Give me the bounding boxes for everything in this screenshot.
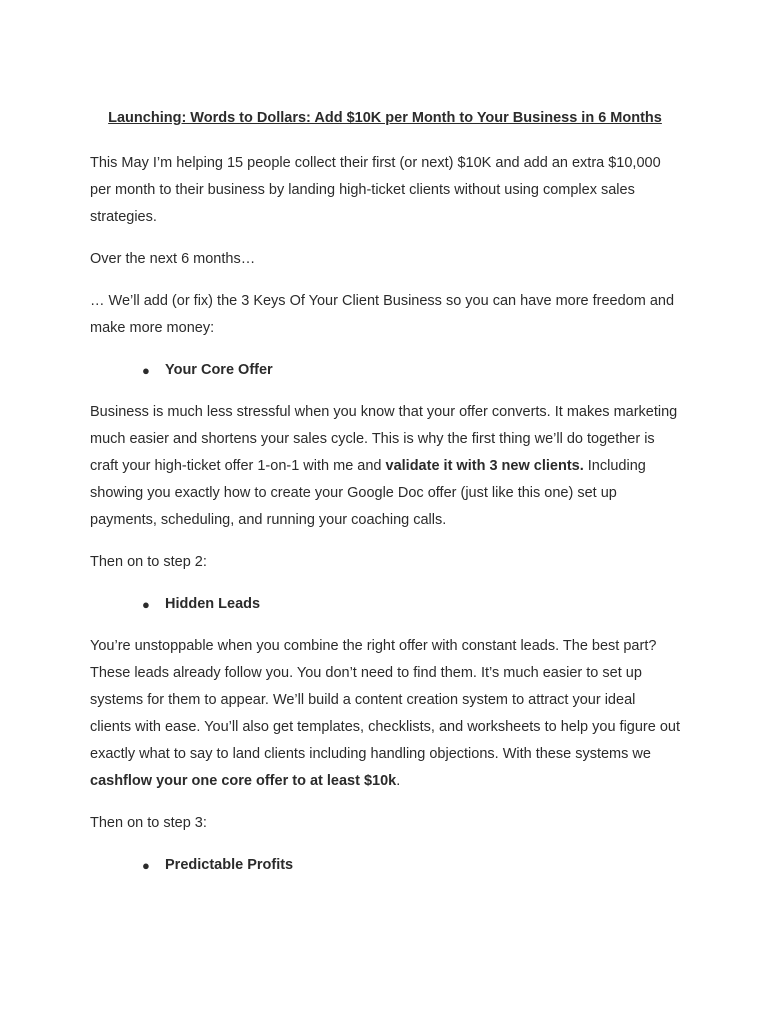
over-next-paragraph: Over the next 6 months…	[90, 251, 256, 267]
core-offer-text-a: Business is much less stressful when you know that your offer converts. It makes marketing much easier and shortens your sales cycle. This is why the first thing we’ll do together is craft your high-ticket offer 1-on-1 with me and	[90, 404, 678, 474]
hidden-leads-bold: cashflow your one core offer to at least $10k	[90, 773, 397, 789]
then-step-3: Then on to step 3:	[90, 815, 207, 831]
bullet-icon: ●	[142, 597, 150, 612]
core-offer-bold: validate it with 3 new clients.	[385, 458, 584, 474]
bullet-icon: ●	[142, 363, 150, 378]
intro-paragraph: This May I’m helping 15 people collect their first (or next) $10K and add an extra $10,000 per month to their business by landing high-ticket clients without using complex sales strategies.	[90, 155, 661, 225]
bullet-predictable-profits	[90, 852, 680, 879]
document-page	[90, 108, 680, 894]
bullet-core-offer	[90, 357, 680, 384]
bullet-icon: ●	[142, 858, 150, 873]
bullet-hidden-leads	[90, 591, 680, 618]
core-offer-text-b: Including showing you exactly how to create your Google Doc offer (just like this one) set up payments, scheduling, and running your coaching calls.	[90, 458, 646, 528]
bullet-hidden-leads-label: Hidden Leads	[165, 596, 261, 612]
hidden-leads-paragraph	[90, 633, 680, 795]
then-step-2: Then on to step 2:	[90, 554, 207, 570]
bullet-predictable-profits-label: Predictable Profits	[165, 857, 294, 873]
hidden-leads-text-b: .	[396, 773, 401, 789]
three-keys-paragraph: … We’ll add (or fix) the 3 Keys Of Your Client Business so you can have more freedom and make more money:	[90, 293, 675, 336]
bullet-core-offer-label: Your Core Offer	[165, 362, 273, 378]
hidden-leads-text-a: You’re unstoppable when you combine the right offer with constant leads. The best part? These leads already follow you. You don’t need to find them. It’s much easier to set up systems for them to appear. We’ll build a content creation system to attract your ideal clients with ease. You’ll also get templates, checklists, and worksheets to help you figure out exactly what to say to land clients including handling objections. With these systems we	[90, 638, 680, 762]
document-title: Launching: Words to Dollars: Add $10K per Month to Your Business in 6 Months	[108, 110, 662, 126]
core-offer-paragraph	[90, 399, 680, 534]
